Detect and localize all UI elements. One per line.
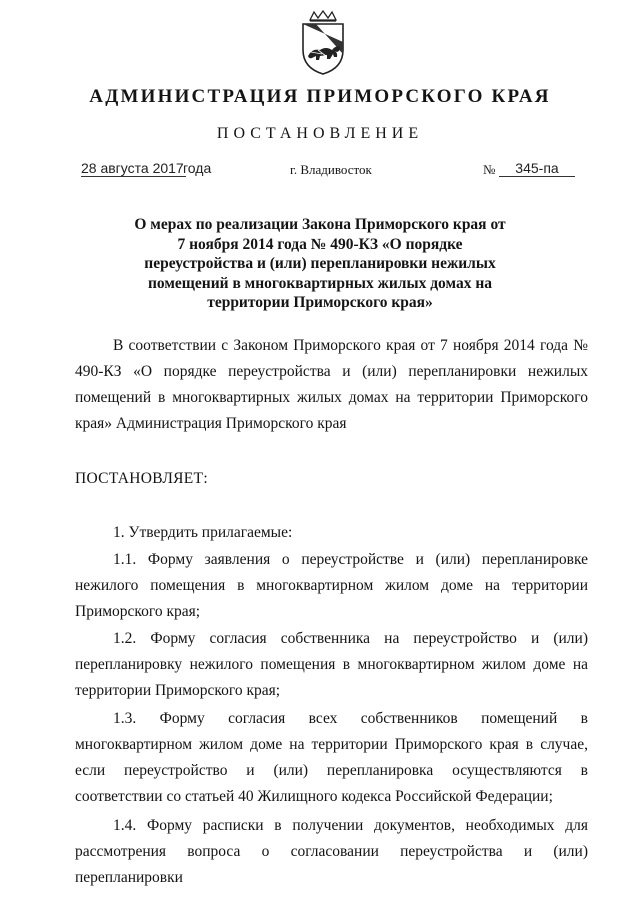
document-city: г. Владивосток <box>290 162 372 177</box>
document-type: ПОСТАНОВЛЕНИЕ <box>216 125 424 142</box>
document-meta <box>0 160 640 186</box>
subitem-1-3: 1.3. Форму согласия всех собственников помещений в многоквартирном жилом доме на территории Приморского края в случае, если переустройство и (или) перепланировка осуществляются в соответствии со статьей 40 Жилищного кодекса Российской Федерации; <box>75 710 588 805</box>
organization-title: АДМИНИСТРАЦИЯ ПРИМОРСКОГО КРАЯ <box>89 86 551 107</box>
number-sign: № <box>483 162 496 177</box>
document-number: 345-па <box>499 160 575 177</box>
subitem-1-1: 1.1. Форму заявления о переустройстве и (или) перепланировке нежилого помещения в многоквартирном жилом доме на территории Приморского края; <box>75 551 588 620</box>
resolves-heading: ПОСТАНОВЛЯЕТ: <box>75 470 208 487</box>
subitem-1-2: 1.2. Форму согласия собственника на переустройство и (или) перепланировку нежилого помещения в многоквартирном жилом доме на территории Приморского края; <box>75 630 588 699</box>
document-date-suffix: года <box>183 160 212 176</box>
subitem-1-4: 1.4. Форму расписки в получении документов, необходимых для рассмотрения вопроса о согласовании переустройства и (или) перепланировки <box>75 817 588 886</box>
coat-of-arms-icon <box>296 10 350 76</box>
item-1: 1. Утвердить прилагаемые: <box>113 524 293 541</box>
document-title: О мерах по реализации Закона Приморского края от 7 ноября 2014 года № 490-КЗ «О порядке переустройства и (или) перепланировки нежилых помещений в многоквартирных жилых домах на территории Приморского края» <box>134 216 506 311</box>
preamble-paragraph: В соответствии с Законом Приморского края от 7 ноября 2014 года № 490-КЗ «О порядке переустройства и (или) перепланировки нежилых помещений в многоквартирных жилых домах на территории Приморского края» Администрация Приморского края <box>75 337 588 432</box>
document-date: 28 августа 2017 <box>81 160 184 176</box>
